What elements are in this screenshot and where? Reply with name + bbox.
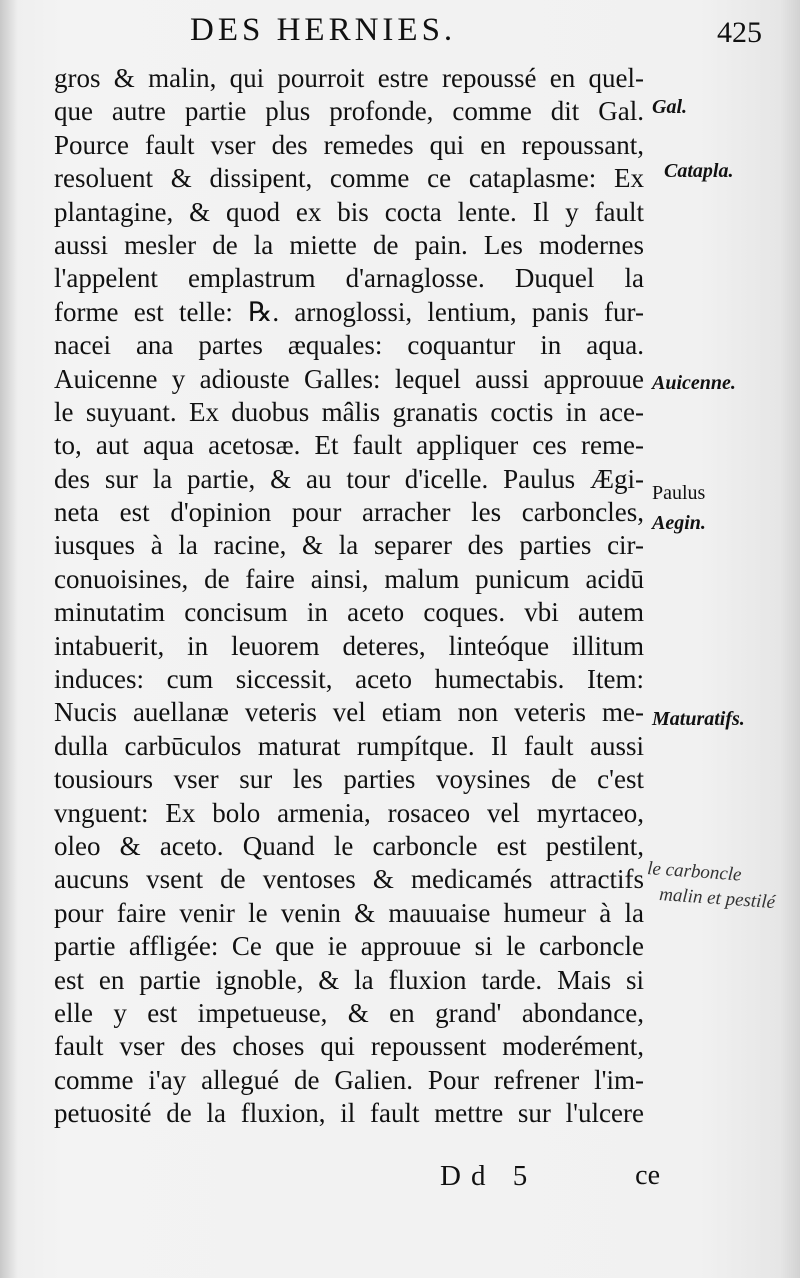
page-number: 425: [717, 16, 762, 49]
text-line: aucuns vsent de ventoses & medicamés attractifs: [54, 864, 644, 895]
margin-note-auicenne: Auicenne.: [652, 372, 736, 394]
text-line: des sur la partie, & au tour d'icelle. Paulus Ægi-: [54, 463, 644, 494]
text-line: comme i'ay allegué de Galien. Pour refrener l'im-: [54, 1064, 644, 1095]
text-line: induces: cum siccessit, aceto humectabis. Item:: [54, 664, 644, 695]
margin-note-gal: Gal.: [652, 96, 687, 118]
text-line: minutatim concisum in aceto coques. vbi autem: [54, 597, 644, 628]
text-line: Nucis auellanæ veteris vel etiam non veteris me-: [54, 697, 644, 728]
text-line: fault vser des choses qui repoussent moderément,: [54, 1031, 644, 1062]
text-line: aussi mesler de la miette de pain. Les modernes: [54, 229, 644, 260]
text-line: est en partie ignoble, & la fluxion tarde. Mais si: [54, 964, 644, 995]
text-line: conuoisines, de faire ainsi, malum punicum acidū: [54, 563, 644, 594]
text-line: le suyuant. Ex duobus mâlis granatis coctis in ace-: [54, 396, 644, 427]
text-line: intabuerit, in leuorem deteres, linteóque illitum: [54, 630, 644, 661]
text-line: petuosité de la fluxion, il fault mettre sur l'ulcere: [54, 1098, 644, 1129]
text-line: que autre partie plus profonde, comme dit Gal.: [54, 96, 644, 127]
text-line: pour faire venir le venin & mauuaise humeur à la: [54, 897, 644, 928]
running-head: DES HERNIES.: [190, 12, 457, 48]
text-line: nacei ana partes æquales: coquantur in aqua.: [54, 330, 644, 361]
page-footer: [60, 1160, 660, 1200]
handwritten-note-line-2: malin et pestilé: [658, 884, 776, 914]
catchword: ce: [635, 1160, 660, 1191]
text-line: plantagine, & quod ex bis cocta lente. Il y fault: [54, 196, 644, 227]
text-line: elle y est impetueuse, & en grand' abondance,: [54, 997, 644, 1028]
margin-note-maturatifs: Maturatifs.: [652, 708, 745, 730]
body-text: [54, 62, 644, 1131]
text-line: neta est d'opinion pour arracher les carboncles,: [54, 497, 644, 528]
signature-mark: Dd 5: [440, 1160, 538, 1192]
margin-note-paulus: Paulus: [652, 482, 706, 504]
handwritten-note-line-1: le carboncle: [646, 858, 743, 886]
text-line: partie affligée: Ce que ie approuue si le carboncle: [54, 931, 644, 962]
text-line: vnguent: Ex bolo armenia, rosaceo vel myrtaceo,: [54, 797, 644, 828]
text-line: Auicenne y adiouste Galles: lequel aussi approuue: [54, 363, 644, 394]
text-line: l'appelent emplastrum d'arnaglosse. Duquel la: [54, 263, 644, 294]
text-line: tousiours vser sur les parties voysines de c'est: [54, 764, 644, 795]
text-line: forme est telle: ℞. arnoglossi, lentium, panis fur-: [54, 296, 644, 327]
text-line: gros & malin, qui pourroit estre repoussé en quel-: [54, 63, 644, 93]
text-line: resoluent & dissipent, comme ce cataplasme: Ex: [54, 163, 644, 194]
text-line: oleo & aceto. Quand le carboncle est pestilent,: [54, 830, 644, 861]
text-line: dulla carbūculos maturat rumpítque. Il fault aussi: [54, 730, 644, 761]
text-line: to, aut aqua acetosæ. Et fault appliquer ces reme-: [54, 430, 644, 461]
margin-notes: [640, 0, 800, 1278]
text-line: Pource fault vser des remedes qui en repoussant,: [54, 129, 644, 160]
margin-note-catapla: Catapla.: [664, 160, 734, 182]
margin-note-aegin: Aegin.: [652, 512, 706, 534]
text-line: iusques à la racine, & la separer des parties cir-: [54, 530, 644, 561]
